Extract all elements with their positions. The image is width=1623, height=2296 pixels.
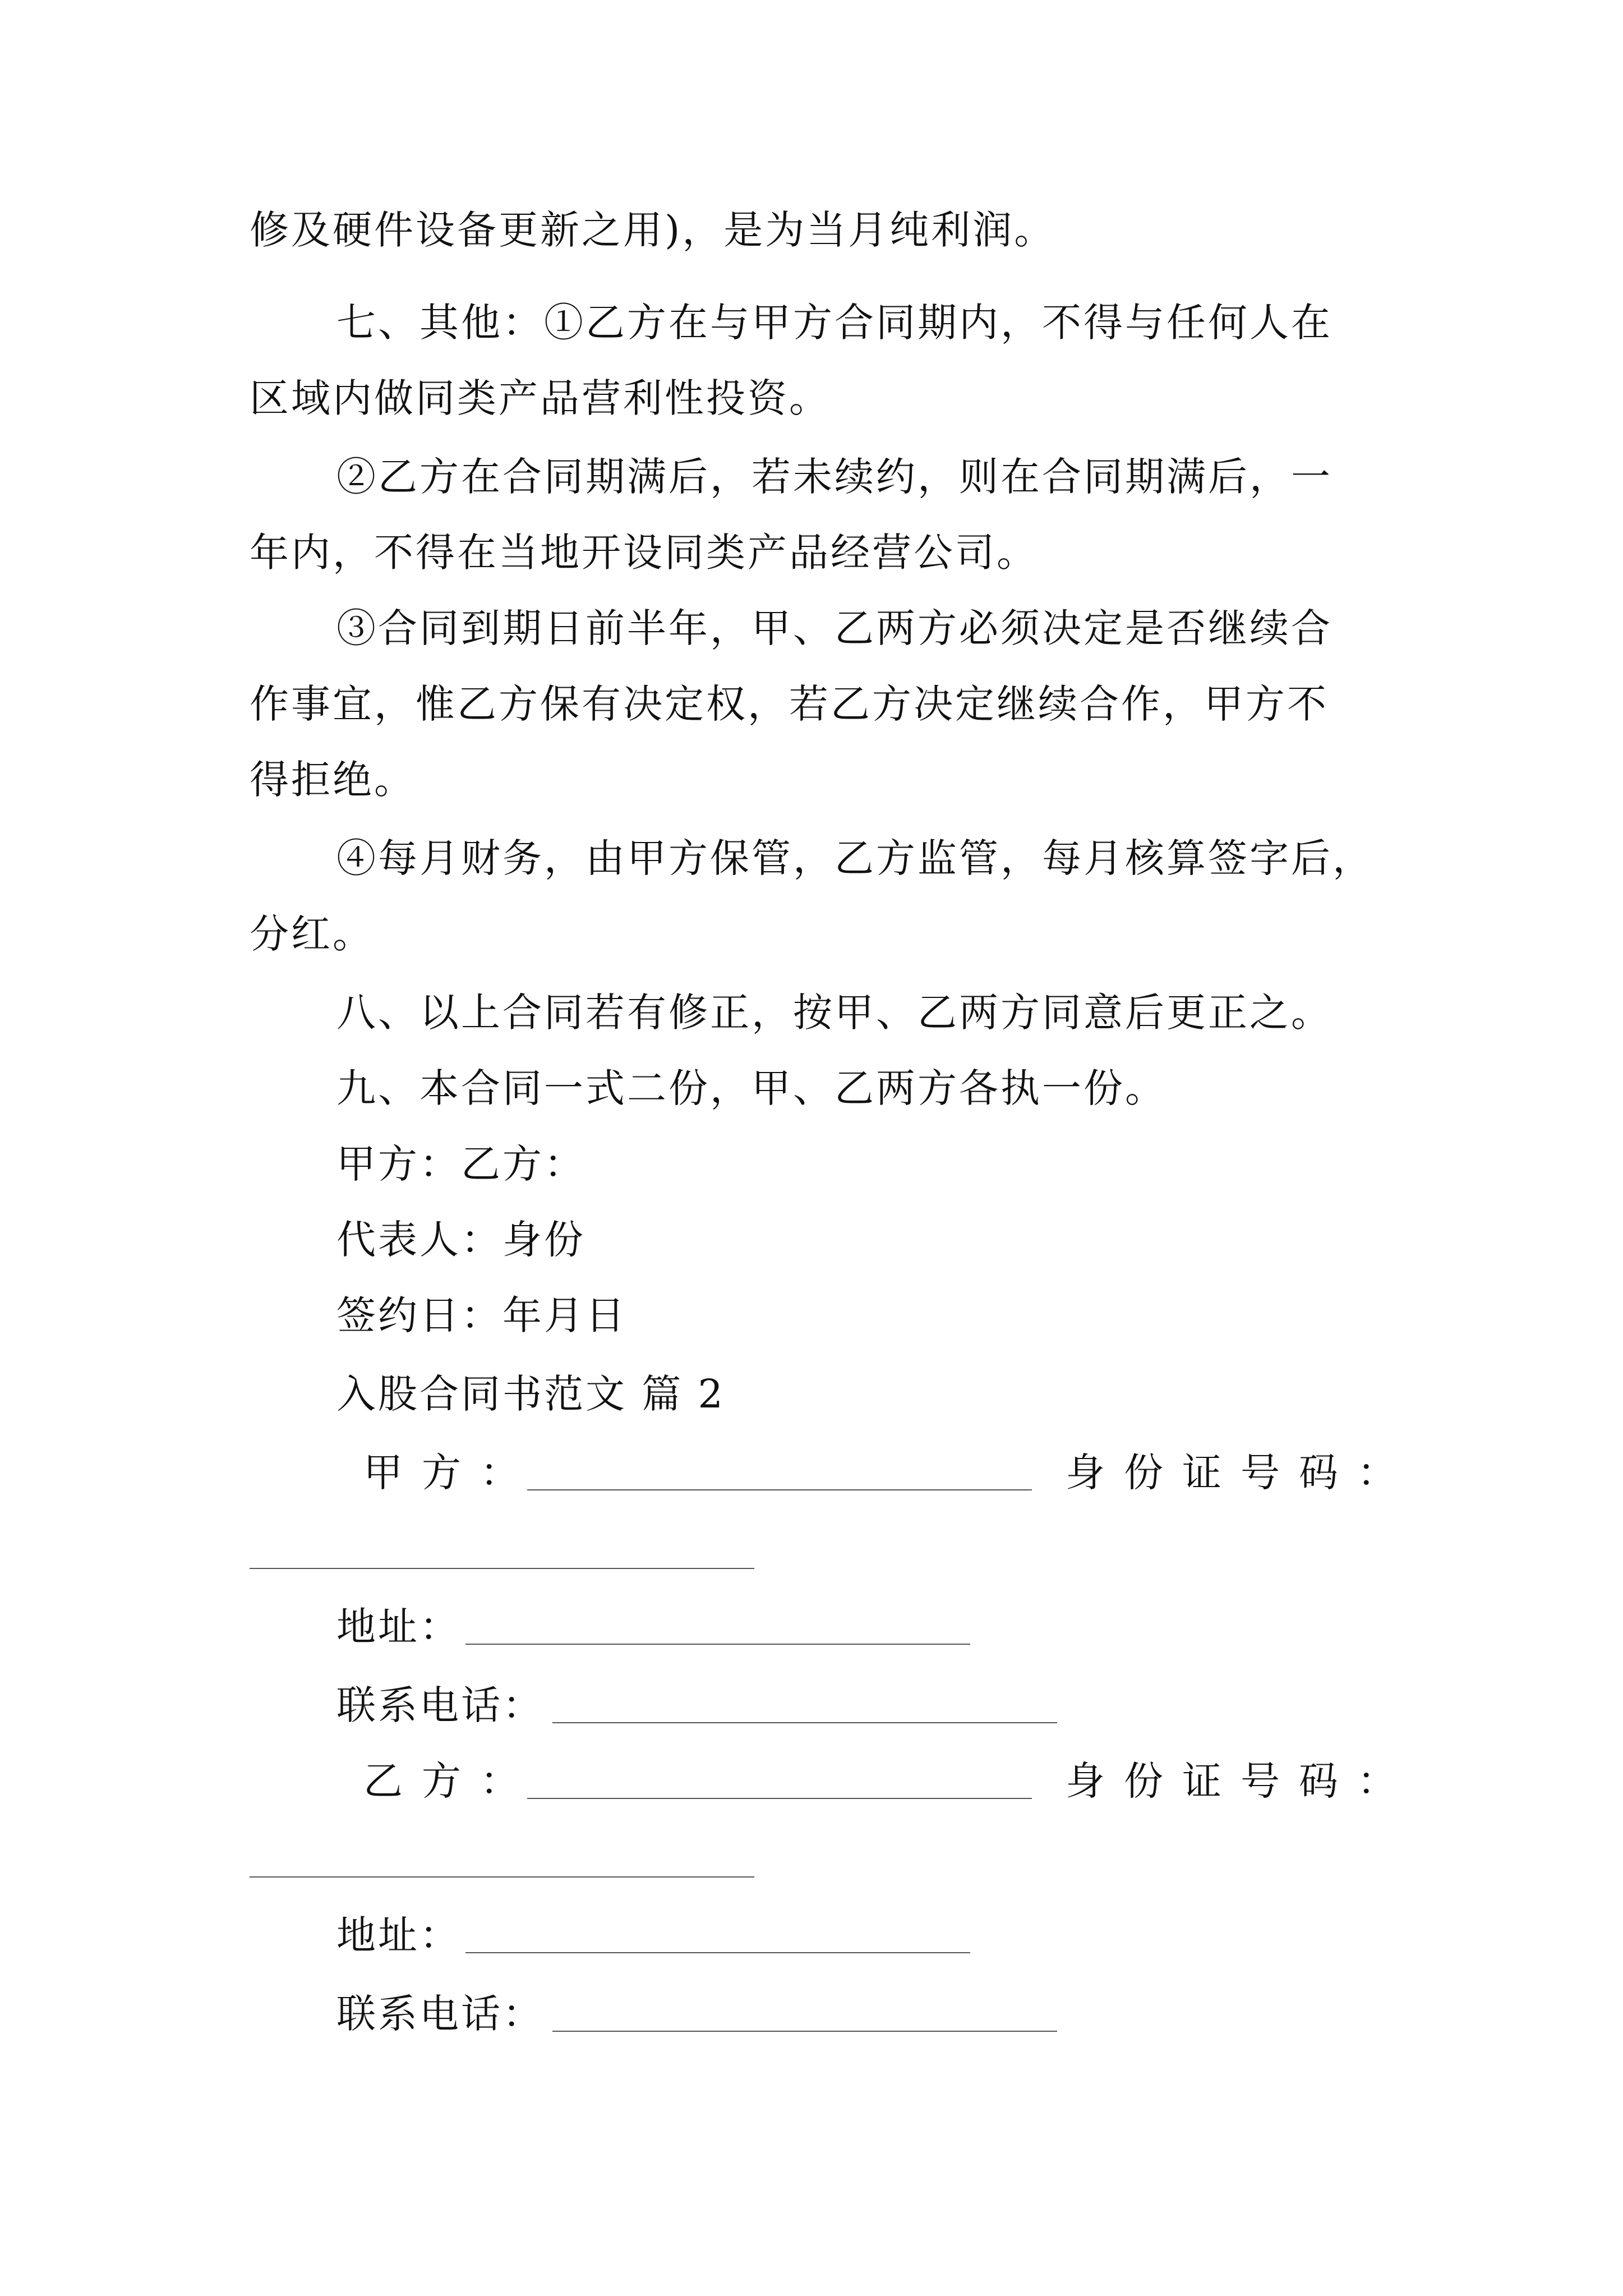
- clause-nine: 九、本合同一式二份，甲、乙两方各执一份。: [336, 1065, 1166, 1111]
- signature-parties: 甲方：乙方：: [336, 1141, 585, 1187]
- paragraph-line: 分红。: [250, 911, 374, 957]
- clause-seven-item-3: ③合同到期日前半年，甲、乙两方必须决定是否继续合: [336, 605, 1332, 651]
- paragraph-line: 年内，不得在当地开设同类产品经营公司。: [250, 530, 1038, 576]
- party-b-id-blank[interactable]: [250, 1876, 754, 1878]
- signature-date: 签约日：年月日: [336, 1292, 627, 1338]
- clause-eight: 八、以上合同若有修正，按甲、乙两方同意后更正之。: [336, 990, 1332, 1036]
- party-b-phone-label: 联系电话：: [336, 1991, 544, 2037]
- clause-seven-line: 七、其他：①乙方在与甲方合同期内，不得与任何人在: [336, 300, 1332, 346]
- clause-seven-item-2: ②乙方在合同期满后，若未续约，则在合同期满后，一: [336, 454, 1332, 500]
- party-b-name-blank[interactable]: [527, 1798, 1032, 1799]
- party-a-id-blank[interactable]: [250, 1568, 754, 1569]
- party-b-id-label: 身份证号码：: [1066, 1758, 1415, 1804]
- party-a-id-label: 身份证号码：: [1066, 1450, 1415, 1496]
- party-b-address-label: 地址：: [336, 1912, 461, 1958]
- party-a-phone-label: 联系电话：: [336, 1682, 544, 1728]
- party-a-label: 甲方：: [363, 1450, 538, 1496]
- paragraph-line: 得拒绝。: [250, 757, 416, 803]
- party-b-phone-blank[interactable]: [552, 2031, 1057, 2032]
- party-b-address-blank[interactable]: [465, 1952, 970, 1953]
- party-a-name-blank[interactable]: [527, 1489, 1032, 1490]
- party-a-address-blank[interactable]: [465, 1644, 970, 1645]
- section-heading: 入股合同书范文 篇 2: [336, 1371, 726, 1417]
- party-b-label: 乙方：: [363, 1758, 538, 1804]
- party-a-phone-blank[interactable]: [552, 1722, 1057, 1723]
- party-a-address-label: 地址：: [336, 1604, 461, 1650]
- signature-representative: 代表人：身份: [336, 1217, 585, 1263]
- clause-seven-item-4: ④每月财务，由甲方保管，乙方监管，每月核算签字后，: [336, 835, 1374, 881]
- paragraph-line: 修及硬件设备更新之用)，是为当月纯利润。: [250, 207, 1056, 253]
- paragraph-line: 作事宜，惟乙方保有决定权，若乙方决定继续合作，甲方不: [250, 681, 1329, 727]
- paragraph-line: 区域内做同类产品营利性投资。: [250, 375, 831, 421]
